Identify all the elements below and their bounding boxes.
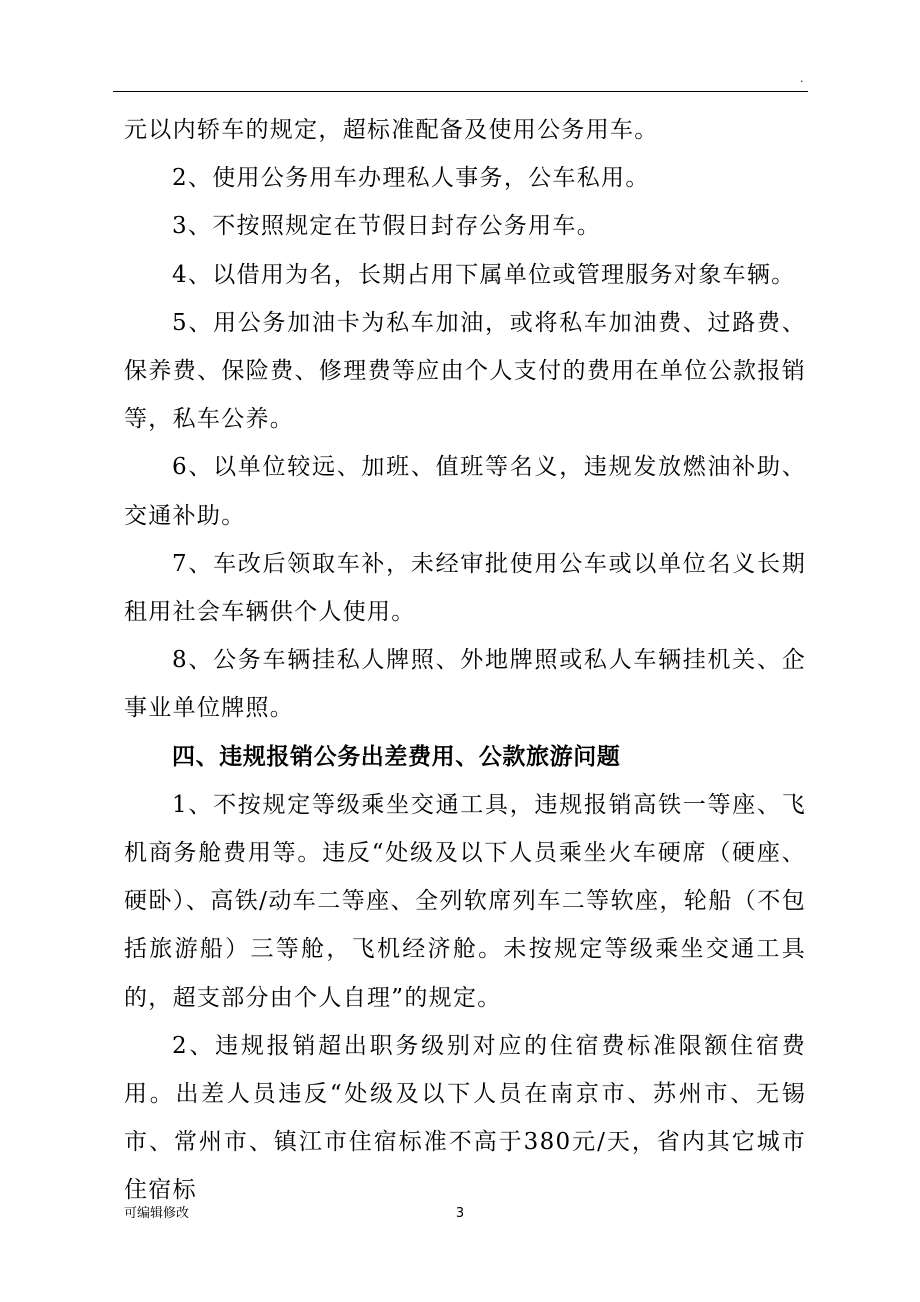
paragraph-item-3: 3、不按照规定在节假日封存公务用车。	[172, 213, 602, 240]
paragraph-item-4: 4、以借用为名，长期占用下属单位或管理服务对象车辆。	[172, 261, 796, 288]
header-rule	[113, 91, 808, 92]
page-number: 3	[455, 1206, 465, 1221]
section-4-item-1: 1、不按规定等级乘坐交通工具，违规报销高铁一等座、飞机商务舱费用等。违反“处级及以下人员乘坐火车硬席（硬座、硬卧）、高铁/动车二等座、全列软席列车二等软座，轮船（不包括旅游船）三等舱，飞机经济舱。未按规定等级乘坐交通工具的，超支部分由个人自理”的规定。	[124, 791, 806, 1011]
document-body	[124, 106, 806, 1215]
section-4-item-2: 2、违规报销超出职务级别对应的住宿费标准限额住宿费用。出差人员违反“处级及以下人员在南京市、苏州市、无锡市、常州市、镇江市住宿标准不高于380元/天，省内其它城市住宿标	[124, 1032, 806, 1204]
footer-note: 可编辑修改	[124, 1206, 190, 1221]
paragraph-item-7: 7、车改后领取车补，未经审批使用公车或以单位名义长期租用社会车辆供个人使用。	[124, 550, 806, 626]
paragraph-item-2: 2、使用公务用车办理私人事务，公车私用。	[172, 165, 650, 192]
paragraph-item-6: 6、以单位较远、加班、值班等名义，违规发放燃油补助、交通补助。	[124, 454, 806, 529]
section-heading: 四、违规报销公务出差费用、公款旅游问题	[172, 743, 621, 770]
paragraph-continuation: 元以内轿车的规定，超标准配备及使用公务用车。	[124, 117, 659, 143]
paragraph-item-8: 8、公务车辆挂私人牌照、外地牌照或私人车辆挂机关、企事业单位牌照。	[124, 647, 806, 722]
paragraph-item-5: 5、用公务加油卡为私车加油，或将私车加油费、过路费、保养费、保险费、修理费等应由个人支付的费用在单位公款报销等，私车公养。	[124, 309, 806, 433]
header-mark: .	[800, 72, 804, 85]
